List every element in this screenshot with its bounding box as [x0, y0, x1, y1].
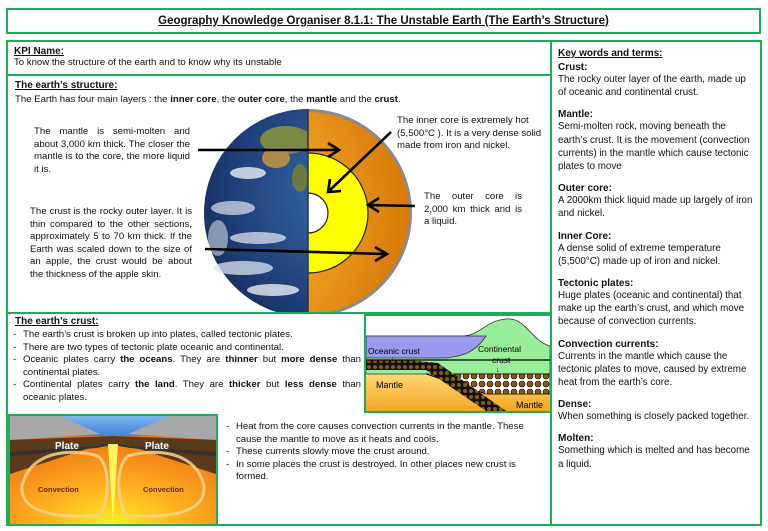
mantle-note: The mantle is semi-molten and about 3,000 km thick. The closer the mantle is to the core, the more liquid it is.: [34, 126, 190, 175]
keywords-panel: [550, 40, 762, 526]
convection-image: [8, 414, 218, 526]
keyword-definition: A dense solid of extreme temperature (5,500°C) made up of iron and nickel.: [558, 242, 721, 267]
continental-arrow: ↓: [496, 367, 500, 374]
inner-core-note: The inner core is extremely hot (5,500°C ). It is a very dense solid made from iron and nickel.: [397, 115, 542, 152]
keyword-term: Dense:: [558, 399, 592, 411]
plate-label-left: Plate: [55, 441, 79, 452]
keyword-term: Convection currents:: [558, 338, 659, 350]
keyword-definition: A 2000km thick liquid made up largely of iron and nickel.: [558, 195, 753, 220]
keywords-list: [558, 62, 754, 471]
crust-section: [8, 316, 364, 405]
mantle-label-left: Mantle: [376, 380, 404, 390]
keyword-term: Tectonic plates:: [558, 278, 634, 290]
convection-points-list: [224, 421, 544, 484]
convection-text: [224, 421, 544, 484]
keyword-term: Outer core:: [558, 183, 612, 195]
crust-note: The crust is the rocky outer layer. It is thin compared to the other sections, approximately 5 to 70 km thick. If the Earth was scaled down to the size of an apple, the crust would be about the thickness of the apple skin.: [30, 206, 192, 280]
crust-points-list: [11, 329, 361, 405]
plate-label-right: Plate: [145, 441, 169, 452]
structure-section: [8, 78, 548, 312]
oceanic-arrow: ↓: [391, 356, 395, 363]
outer-core-note: The outer core is 2,000 km thick and is a liquid.: [424, 191, 522, 228]
keyword-definition: Something which is melted and has become a liquid.: [558, 445, 750, 470]
convection-point: - These currents slowly move the crust around.: [224, 446, 544, 459]
crust-heading: The earth’s crust:: [15, 316, 99, 327]
convection-label-left: Convection: [38, 485, 79, 494]
convection-point: - In some places the crust is destroyed. In other places new crust is formed.: [224, 459, 544, 484]
keyword-definition: Huge plates (oceanic and continental) that make up the earth’s crust, and which move because of convection currents.: [558, 290, 745, 328]
crust-point: - Oceanic plates carry the oceans. They are thinner but more dense than continental plates.: [11, 354, 361, 379]
kpi-section: [6, 40, 552, 76]
keyword-term: Inner Core:: [558, 230, 612, 242]
convection-label-right: Convection: [143, 485, 184, 494]
convection-point: - Heat from the core causes convection currents in the mantle. These cause the mantle to move as it heats and cools.: [224, 421, 544, 446]
keyword-term: Crust:: [558, 62, 588, 73]
continental-label-1: Continental: [478, 344, 522, 354]
mantle-label-right: Mantle: [516, 400, 544, 410]
kpi-heading: KPI Name:: [14, 46, 65, 57]
plate-diagram: [364, 314, 552, 413]
structure-heading: The earth’s structure:: [15, 80, 118, 91]
crust-point: - Continental plates carry the land. They are thicker but less dense than oceanic plates.: [11, 379, 361, 404]
crust-point: - The earth’s crust is broken up into plates, called tectonic plates.: [11, 329, 361, 342]
plate-diagram-svg: [366, 316, 550, 411]
structure-intro: The Earth has four main layers : the inner core, the outer core, the mantle and the crust.: [15, 94, 401, 105]
keyword-definition: When something is closely packed together.: [558, 411, 750, 423]
keyword-definition: Currents in the mantle which cause the tectonic plates to move, caused by extreme heat from the earth’s core.: [558, 350, 747, 389]
keyword-definition: The rocky outer layer of the earth, made up of oceanic and continental crust.: [558, 74, 746, 99]
crust-point: - There are two types of tectonic plate oceanic and continental.: [11, 342, 361, 355]
oceanic-crust-label: Oceanic crust: [368, 346, 420, 356]
earth-layers-diagram: [8, 78, 548, 312]
kpi-text: To know the structure of the earth and to know why its unstable: [14, 57, 282, 68]
continental-label-2: crust: [492, 355, 511, 365]
keyword-term: Molten:: [558, 433, 594, 445]
keyword-definition: Semi-molten rock, moving beneath the earth’s crust. It is the movement (convection currents) in the mantle which cause tectonic plates to move: [558, 121, 750, 173]
keyword-term: Mantle:: [558, 109, 593, 121]
keywords-heading: Key words and terms:: [558, 48, 663, 59]
page-title: Geography Knowledge Organiser 8.1.1: The Unstable Earth (The Earth’s Structure): [6, 8, 761, 34]
